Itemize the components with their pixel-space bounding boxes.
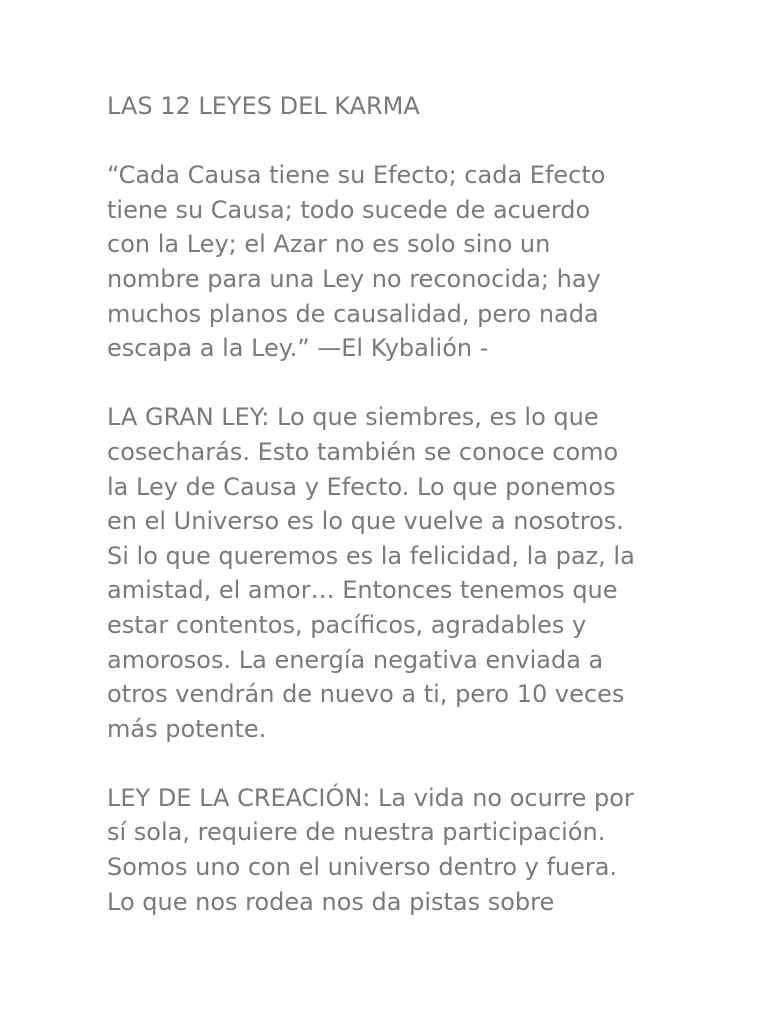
text-line: Si lo que queremos es la felicidad, la paz, la [107,541,635,570]
text-line: muchos planos de causalidad, pero nada [107,299,599,328]
text-line: Somos uno con el universo dentro y fuera. [107,853,618,882]
text-line: tiene su Causa; todo sucede de acuerdo [107,195,591,224]
text-line: escapa a la Ley.” —El Kybalión - [107,334,489,363]
ley-creacion-paragraph [107,781,687,919]
text-line: en el Universo es lo que vuelve a nosotros. [107,507,624,536]
quote-paragraph [107,158,687,366]
text-line: sí sola, requiere de nuestra participación. [107,818,606,847]
text-line: con la Ley; el Azar no es solo sino un [107,230,551,259]
text-line: LEY DE LA CREACIÓN: La vida no ocurre por [107,783,634,812]
document-page [107,89,687,919]
document-title: LAS 12 LEYES DEL KARMA [107,92,420,120]
text-line: más potente. [107,714,267,743]
text-line: amorosos. La energía negativa enviada a [107,645,604,674]
text-line: nombre para una Ley no reconocida; hay [107,264,601,293]
text-line: estar contentos, pacíficos, agradables y [107,610,587,639]
text-line: otros vendrán de nuevo a ti, pero 10 veces [107,680,625,709]
text-line: LA GRAN LEY: Lo que siembres, es lo que [107,403,599,432]
text-line: “Cada Causa tiene su Efecto; cada Efecto [107,161,606,190]
text-line: la Ley de Causa y Efecto. Lo que ponemos [107,472,616,501]
text-line: Lo que nos rodea nos da pistas sobre [107,887,555,916]
text-line: cosecharás. Esto también se conoce como [107,437,619,466]
text-line: amistad, el amor… Entonces tenemos que [107,576,618,605]
gran-ley-paragraph [107,400,687,746]
